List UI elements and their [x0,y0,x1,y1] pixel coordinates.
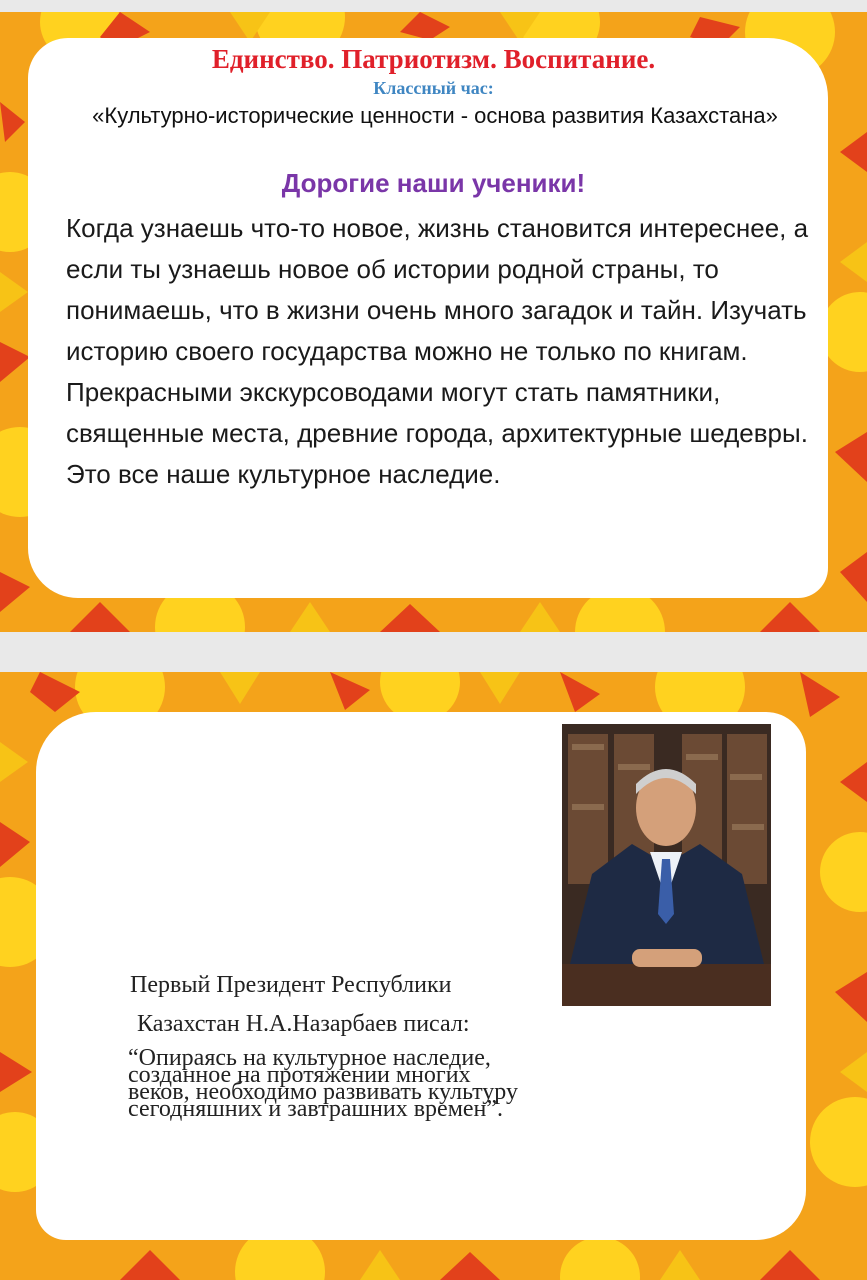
slide-subtitle: Классный час: [373,78,494,98]
portrait-photo-icon [562,724,771,1006]
president-quote: “Опираясь на культурное наследие, созданное на протяжении многих веков, необходимо развивать культуру сегодняшних и завтрашних времен”. [128,1045,518,1122]
greeting-heading: Дорогие наши ученики! [281,168,586,198]
caption-line-2: Казахстан Н.А.Назарбаев писал: [137,1011,470,1037]
slide-title: Единство. Патриотизм. Воспитание. [211,44,656,74]
lesson-topic: «Культурно-исторические ценности - основа развития Казахстана» [92,103,778,128]
caption-line-1: Первый Президент Республики [130,972,452,998]
intro-paragraph: Когда узнаешь что-то новое, жизнь становится интереснее, а если ты узнаешь новое об истории родной страны, то понимаешь, что в жизни очень много загадок и тайн. Изучать историю своего государства можно не только по книгам. Прекрасными экскурсоводами могут стать памятники, священные места, древние города, архитектурные шедевры. Это все наше культурное наследие. [66,213,809,489]
slide-2 [0,672,867,1280]
slide-1 [0,12,867,632]
